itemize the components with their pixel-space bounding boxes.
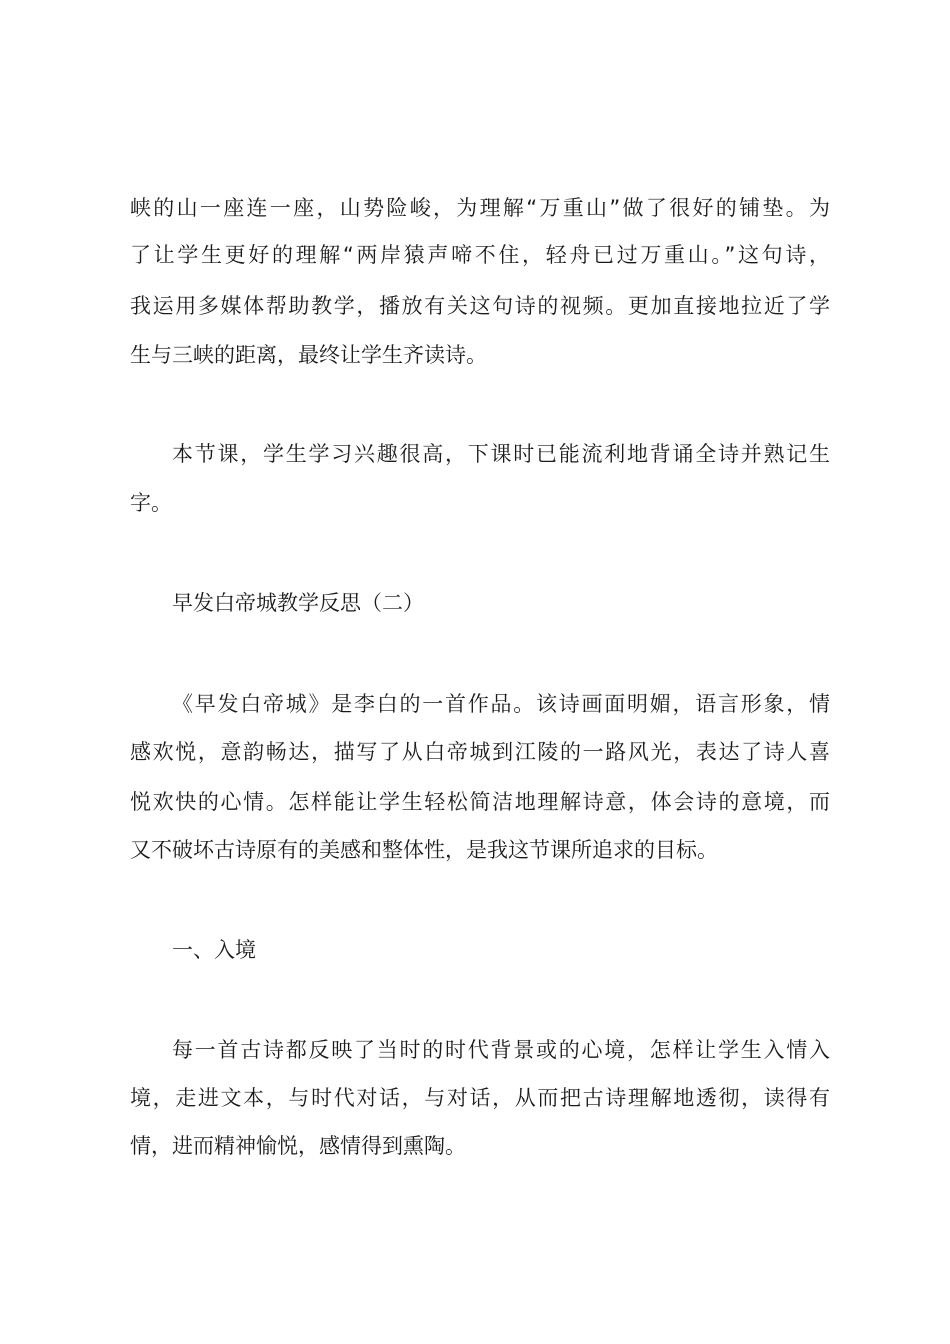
subsection-heading: 一、入境 [172,938,256,962]
section-heading: 早发白帝城教学反思（二） [172,591,424,615]
paragraph-2-line-1: 本节课，学生学习兴趣很高，下课时已能流利地背诵全诗并熟记生 [172,442,830,466]
paragraph-2-line-2: 字。 [130,491,172,515]
paragraph-4-line-1: 每一首古诗都反映了当时的时代背景或的心境，怎样让学生入情入 [172,1038,830,1062]
paragraph-1-line-1: 峡的山一座连一座，山势险峻，为理解“万重山”做了很好的铺垫。为 [130,196,830,220]
paragraph-3-line-4: 又不破坏古诗原有的美感和整体性，是我这节课所追求的目标。 [130,838,718,862]
paragraph-1-line-4: 生与三峡的距离，最终让学生齐读诗。 [130,343,487,367]
paragraph-3-line-1: 《早发白帝城》是李白的一首作品。该诗画面明媚，语言形象，情 [172,692,830,716]
paragraph-4-line-2: 境，走进文本，与时代对话，与对话，从而把古诗理解地透彻，读得有 [130,1086,830,1110]
paragraph-3-line-3: 悦欢快的心情。怎样能让学生轻松简洁地理解诗意，体会诗的意境，而 [130,790,830,814]
paragraph-1-line-2: 了让学生更好的理解“两岸猿声啼不住，轻舟已过万重山。”这句诗， [130,243,830,267]
paragraph-4-line-3: 情，进而精神愉悦，感情得到熏陶。 [130,1134,466,1158]
paragraph-1-line-3: 我运用多媒体帮助教学，播放有关这句诗的视频。更加直接地拉近了学 [130,294,830,318]
paragraph-3-line-2: 感欢悦，意韵畅达，描写了从白帝城到江陵的一路风光，表达了诗人喜 [130,740,830,764]
